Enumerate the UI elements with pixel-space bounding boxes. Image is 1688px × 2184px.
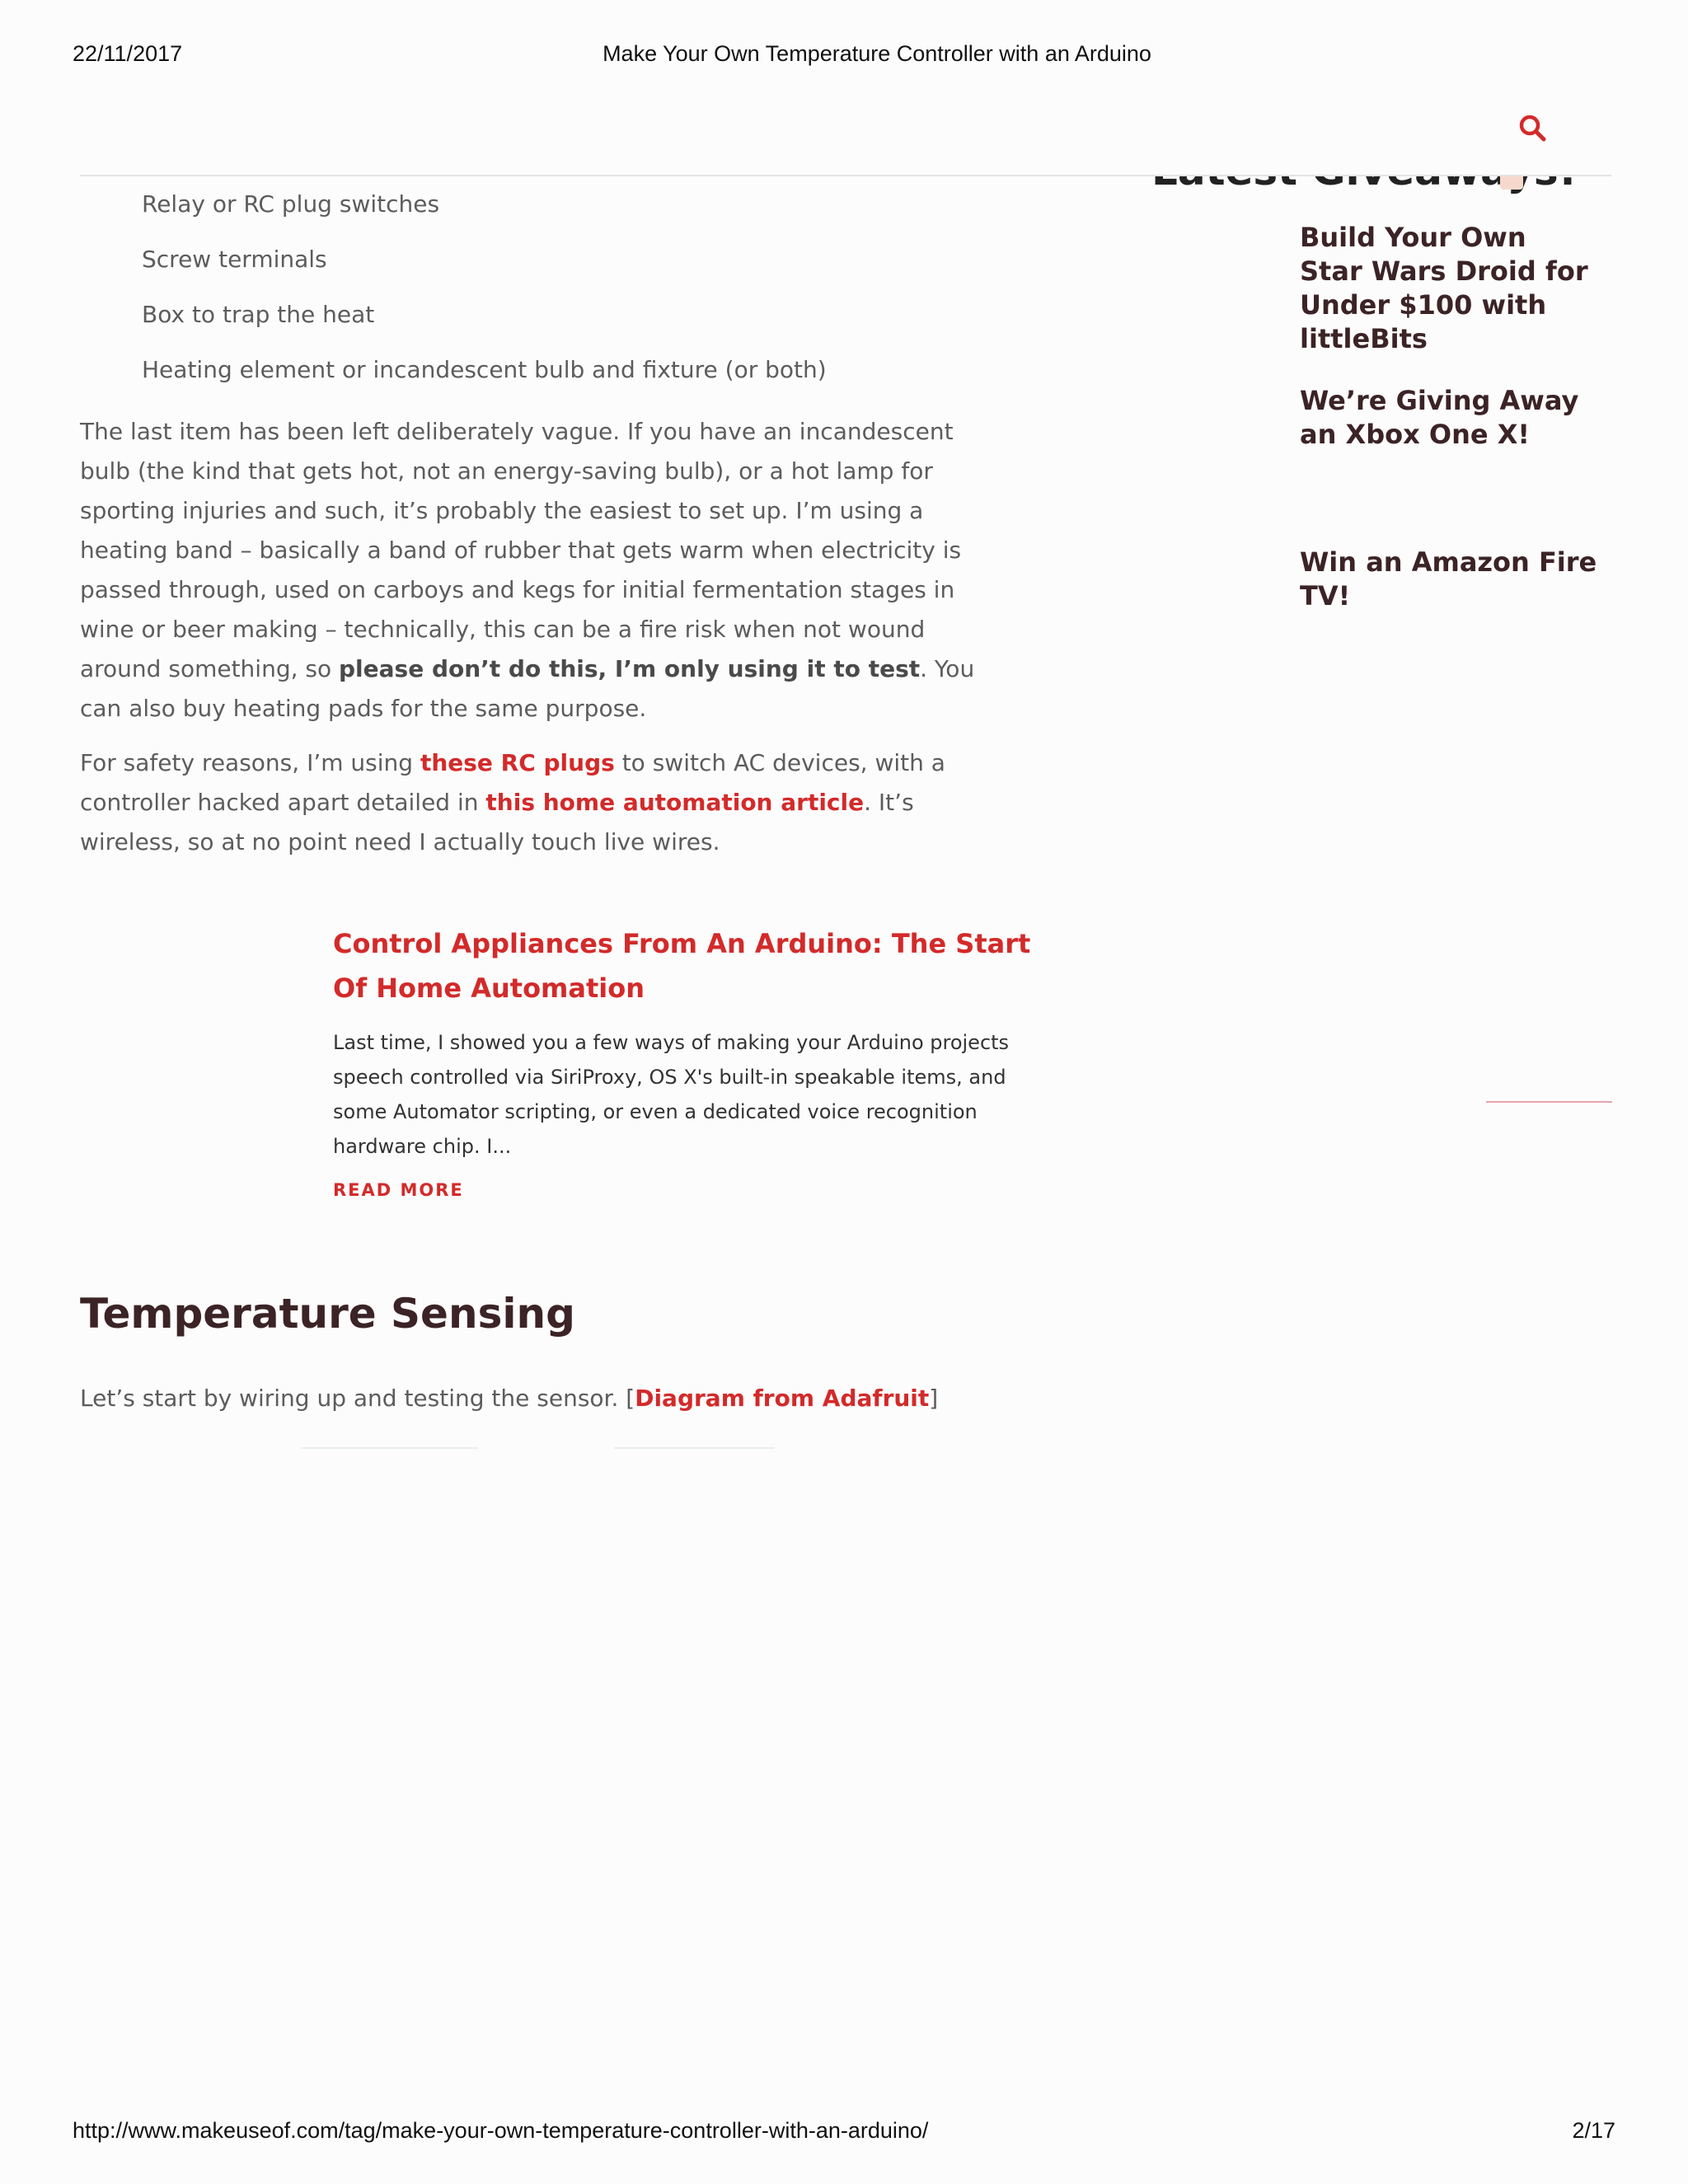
site-header-bar xyxy=(80,97,1611,176)
list-item: Heating element or incandescent bulb and fixture (or both) xyxy=(142,356,827,383)
related-article-excerpt: Last time, I showed you a few ways of making your Arduino projects speech controlled via SiriProxy, OS X's built-in speakable items, and some Automator scripting, or even a dedicated voice recognition hardware chip. I... xyxy=(333,1031,1010,1158)
giveaway-link-star-wars-droid[interactable]: Build Your Own Star Wars Droid for Under $100 with littleBits xyxy=(1300,222,1588,354)
diagram-image-edge xyxy=(614,1447,775,1449)
parts-list xyxy=(142,176,1003,397)
paragraph-text: ] xyxy=(929,1385,939,1412)
list-item: Box to trap the heat xyxy=(142,301,375,328)
paragraph-rc-plugs xyxy=(80,743,1003,862)
paragraph-text: . You can also buy heating pads for the same purpose. xyxy=(80,655,975,722)
print-header xyxy=(73,41,1615,69)
search-icon[interactable] xyxy=(1517,112,1550,145)
print-date: 22/11/2017 xyxy=(73,41,183,66)
paragraph-text: to switch AC devices, with a controller hacked apart detailed in xyxy=(80,749,945,816)
print-page-number: 2/17 xyxy=(1572,2118,1615,2143)
giveaway-link-amazon-fire-tv[interactable]: Win an Amazon Fire TV! xyxy=(1300,546,1597,612)
diagram-image-edge xyxy=(301,1447,478,1449)
home-automation-article-link[interactable]: this home automation article xyxy=(485,789,865,816)
print-page-title: Make Your Own Temperature Controller with an Arduino xyxy=(603,41,1151,66)
print-url: http://www.makeuseof.com/tag/make-your-own-temperature-controller-with-an-arduino/ xyxy=(73,2118,929,2143)
giveaway-link-xbox-one-x[interactable]: We’re Giving Away an Xbox One X! xyxy=(1300,385,1579,450)
paragraph-text: For safety reasons, I’m using xyxy=(80,749,420,776)
related-article-card xyxy=(333,921,1042,1200)
sidebar-divider xyxy=(1486,1101,1612,1103)
rc-plugs-link[interactable]: these RC plugs xyxy=(420,749,615,776)
print-footer xyxy=(73,2118,1615,2146)
read-more-link[interactable]: READ MORE xyxy=(333,1180,464,1200)
safety-warning-text: please don’t do this, I’m only using it to test xyxy=(339,655,921,682)
paragraph-text: . It’s wireless, so at no point need I actually touch live wires. xyxy=(80,789,914,855)
article-body xyxy=(80,176,1003,862)
paragraph-heating-element xyxy=(80,412,1003,729)
paragraph-text: Let’s start by wiring up and testing the sensor. [ xyxy=(80,1385,635,1412)
list-item: Relay or RC plug switches xyxy=(142,190,440,218)
adafruit-diagram-link[interactable]: Diagram from Adafruit xyxy=(635,1385,930,1412)
paragraph-text: The last item has been left deliberately vague. If you have an incandescent bulb (the kind that gets hot, not an energy-saving bulb), or a hot lamp for sporting injuries and such, it’s probably the easiest to set up. I’m using a heating band – basically a band of rubber that gets warm when electricity is passed through, used on carboys and kegs for initial fermentation stages in wine or beer making – technically, this can be a fire risk when not wound around something, so xyxy=(80,418,962,682)
list-item: Screw terminals xyxy=(142,246,327,273)
related-article-title[interactable]: Control Appliances From An Arduino: The Start Of Home Automation xyxy=(333,928,1031,1004)
section-paragraph xyxy=(80,1385,938,1412)
section-heading: Temperature Sensing xyxy=(80,1290,575,1338)
